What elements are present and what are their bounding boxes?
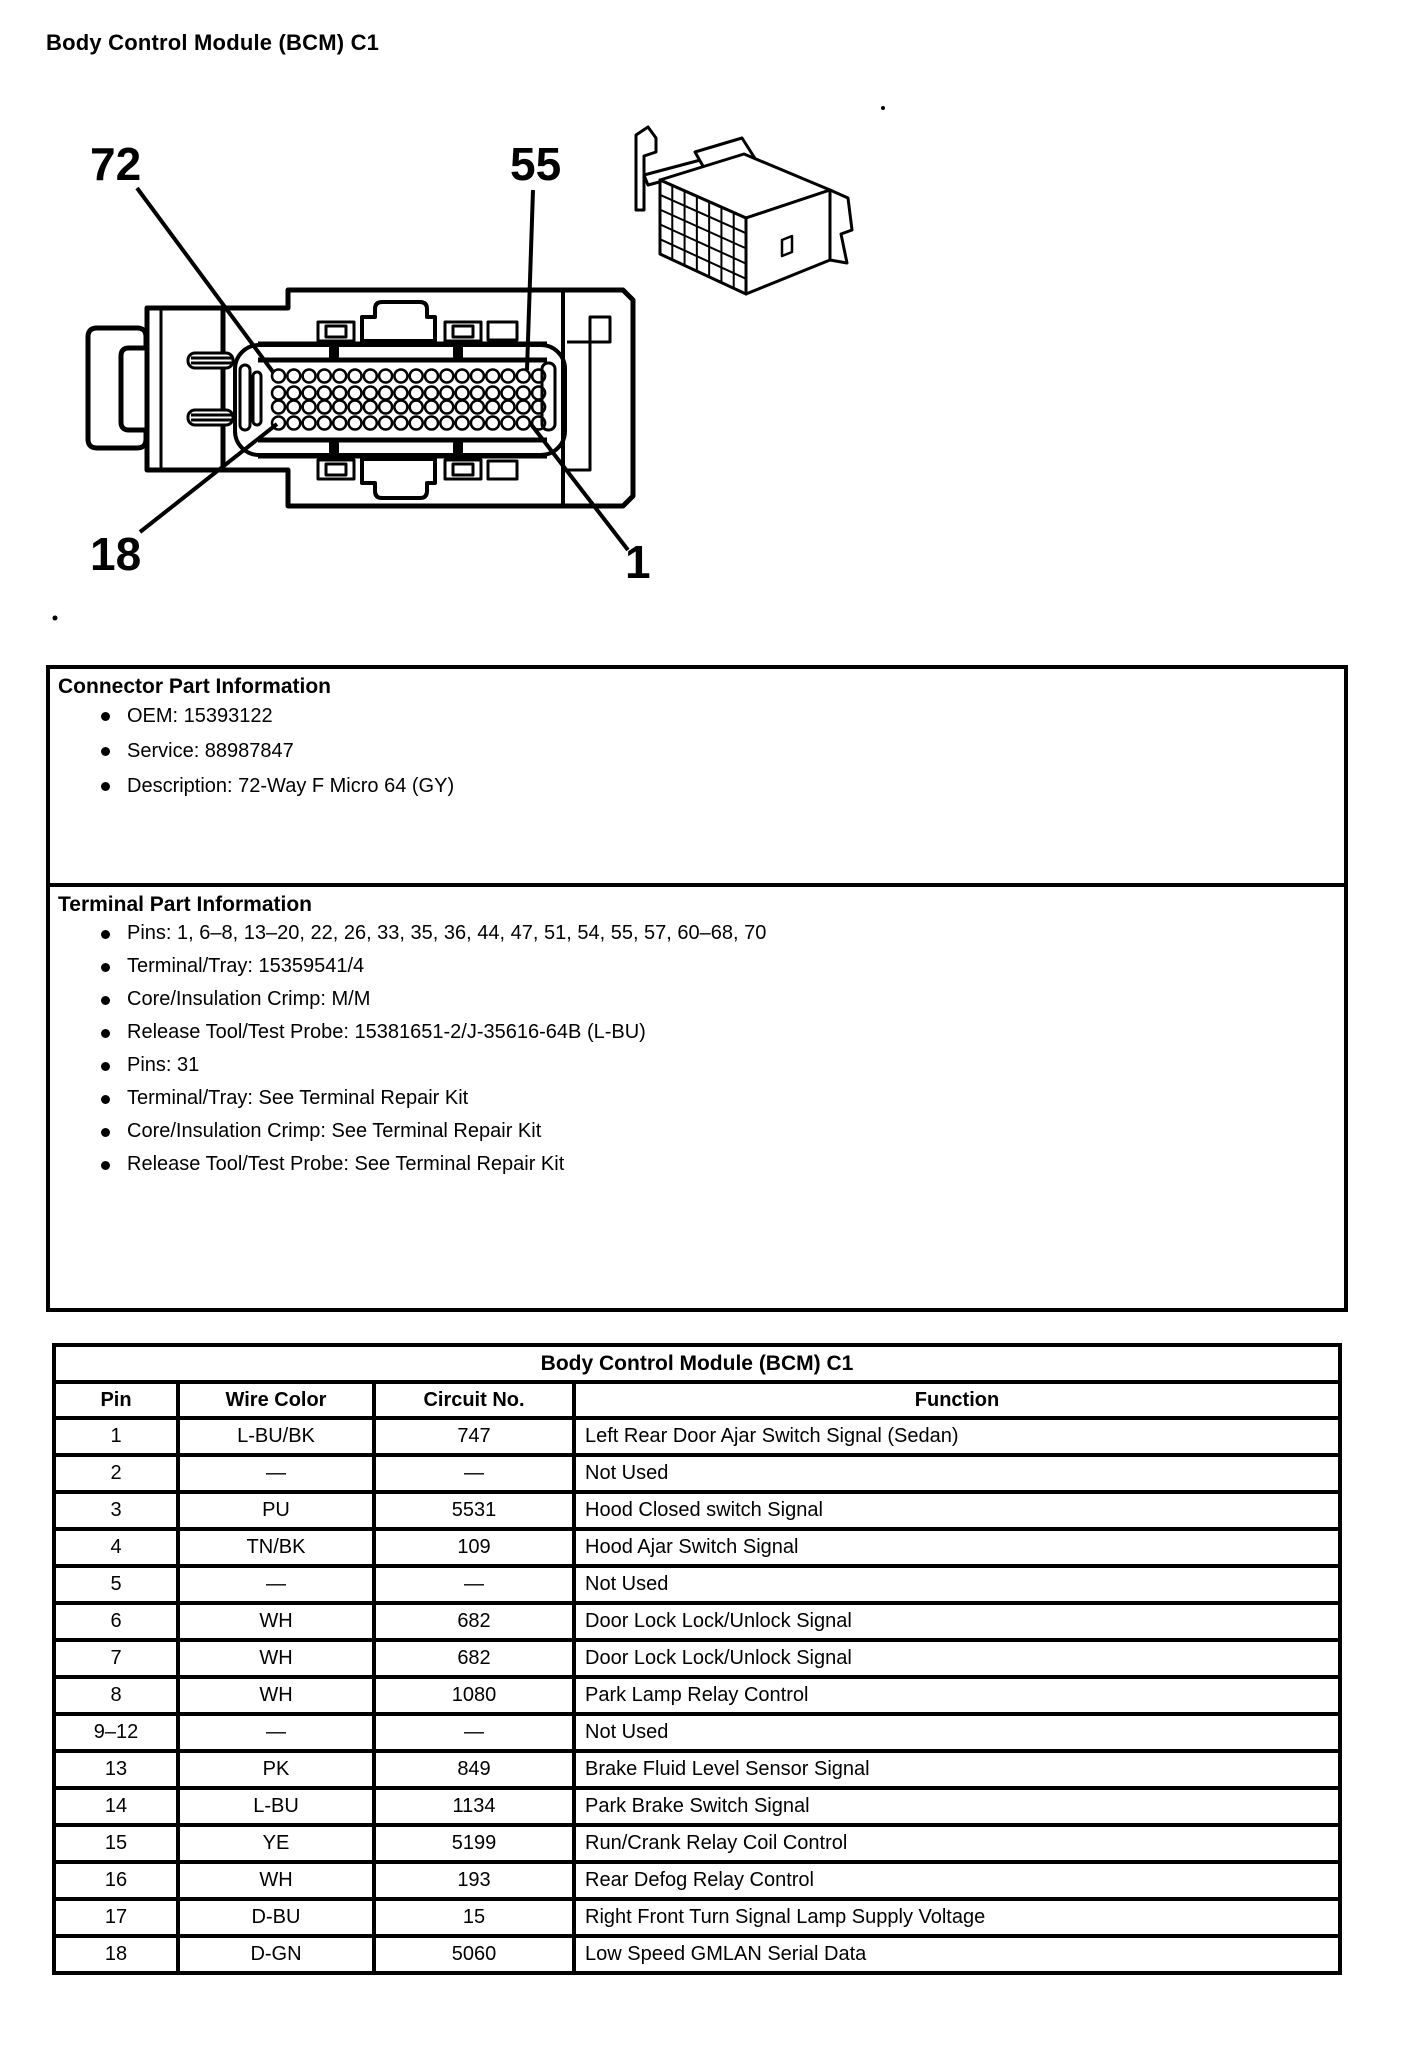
circuit-cell: 5531 <box>374 1492 574 1529</box>
terminal-part-info-section <box>50 887 1344 1181</box>
circuit-cell: 682 <box>374 1603 574 1640</box>
function-cell: Door Lock Lock/Unlock Signal <box>574 1603 1340 1640</box>
table-header-row <box>54 1382 1340 1418</box>
connector-info-list <box>58 699 1336 804</box>
table-row <box>54 1529 1340 1566</box>
pin-cell: 4 <box>54 1529 178 1566</box>
pin-cell: 6 <box>54 1603 178 1640</box>
connector-part-info-section <box>50 669 1344 883</box>
circuit-cell: 109 <box>374 1529 574 1566</box>
wire-color-cell: D-BU <box>178 1899 374 1936</box>
connector-iso-view <box>636 127 852 294</box>
wire-color-cell: TN/BK <box>178 1529 374 1566</box>
wire-color-cell: PK <box>178 1751 374 1788</box>
wire-color-cell: WH <box>178 1862 374 1899</box>
pin-label-1: 1 <box>625 536 651 588</box>
pin-cell: 1 <box>54 1418 178 1455</box>
circuit-cell: 5060 <box>374 1936 574 1973</box>
table-row <box>54 1677 1340 1714</box>
function-cell: Left Rear Door Ajar Switch Signal (Sedan) <box>574 1418 1340 1455</box>
pin-label-72: 72 <box>90 138 142 190</box>
terminal-info-list-1 <box>58 917 1336 1049</box>
part-info-box <box>46 665 1348 1312</box>
wire-color-cell: L-BU <box>178 1788 374 1825</box>
scan-artifact-dot <box>53 616 58 621</box>
list-item: OEM: 15393122 <box>127 699 1336 734</box>
circuit-cell: 849 <box>374 1751 574 1788</box>
leader-line-1 <box>530 423 628 550</box>
list-item: Pins: 31 <box>127 1049 1336 1082</box>
table-row <box>54 1418 1340 1455</box>
col-header-circuit: Circuit No. <box>374 1382 574 1418</box>
col-header-pin: Pin <box>54 1382 178 1418</box>
wire-color-cell: PU <box>178 1492 374 1529</box>
circuit-cell: — <box>374 1566 574 1603</box>
wire-color-cell: D-GN <box>178 1936 374 1973</box>
table-row <box>54 1862 1340 1899</box>
pin-cell: 2 <box>54 1455 178 1492</box>
table-row <box>54 1825 1340 1862</box>
function-cell: Not Used <box>574 1455 1340 1492</box>
circuit-cell: 15 <box>374 1899 574 1936</box>
function-cell: Run/Crank Relay Coil Control <box>574 1825 1340 1862</box>
pin-cell: 9–12 <box>54 1714 178 1751</box>
terminal-info-title: Terminal Part Information <box>58 893 312 916</box>
circuit-cell: 1080 <box>374 1677 574 1714</box>
circuit-cell: 682 <box>374 1640 574 1677</box>
pin-label-55: 55 <box>510 138 562 190</box>
pin-cell: 3 <box>54 1492 178 1529</box>
col-header-wire: Wire Color <box>178 1382 374 1418</box>
circuit-cell: 5199 <box>374 1825 574 1862</box>
pin-cell: 8 <box>54 1677 178 1714</box>
pin-cell: 15 <box>54 1825 178 1862</box>
circuit-cell: — <box>374 1714 574 1751</box>
list-item: Release Tool/Test Probe: See Terminal Repair Kit <box>127 1148 1336 1181</box>
lock-tabs <box>188 353 233 425</box>
function-cell: Hood Closed switch Signal <box>574 1492 1340 1529</box>
wire-color-cell: — <box>178 1714 374 1751</box>
table-row <box>54 1492 1340 1529</box>
leader-line-72 <box>137 188 273 372</box>
function-cell: Right Front Turn Signal Lamp Supply Voltage <box>574 1899 1340 1936</box>
table-row <box>54 1936 1340 1973</box>
function-cell: Park Lamp Relay Control <box>574 1677 1340 1714</box>
function-cell: Rear Defog Relay Control <box>574 1862 1340 1899</box>
table-row <box>54 1566 1340 1603</box>
scan-artifact-dot <box>881 106 885 110</box>
wire-color-cell: YE <box>178 1825 374 1862</box>
terminal-info-list-2 <box>58 1049 1336 1181</box>
pin-cell: 14 <box>54 1788 178 1825</box>
table-row <box>54 1603 1340 1640</box>
pinout-table <box>52 1343 1342 1975</box>
wire-color-cell: WH <box>178 1677 374 1714</box>
circuit-cell: — <box>374 1455 574 1492</box>
wire-color-cell: — <box>178 1455 374 1492</box>
wire-color-cell: — <box>178 1566 374 1603</box>
pin-grid <box>272 370 545 430</box>
table-row <box>54 1751 1340 1788</box>
list-item: Description: 72-Way F Micro 64 (GY) <box>127 769 1336 804</box>
wire-color-cell: L-BU/BK <box>178 1418 374 1455</box>
pin-cell: 17 <box>54 1899 178 1936</box>
function-cell: Door Lock Lock/Unlock Signal <box>574 1640 1340 1677</box>
table-row <box>54 1714 1340 1751</box>
pin-cell: 18 <box>54 1936 178 1973</box>
table-row <box>54 1640 1340 1677</box>
function-cell: Brake Fluid Level Sensor Signal <box>574 1751 1340 1788</box>
table-title-row <box>54 1345 1340 1382</box>
function-cell: Low Speed GMLAN Serial Data <box>574 1936 1340 1973</box>
page-title: Body Control Module (BCM) C1 <box>46 30 380 55</box>
list-item: Core/Insulation Crimp: M/M <box>127 983 1336 1016</box>
list-item: Terminal/Tray: 15359541/4 <box>127 950 1336 983</box>
list-item: Release Tool/Test Probe: 15381651-2/J-35616-64B (L-BU) <box>127 1016 1336 1049</box>
function-cell: Park Brake Switch Signal <box>574 1788 1340 1825</box>
list-item: Terminal/Tray: See Terminal Repair Kit <box>127 1082 1336 1115</box>
list-item: Service: 88987847 <box>127 734 1336 769</box>
circuit-cell: 1134 <box>374 1788 574 1825</box>
table-row <box>54 1788 1340 1825</box>
connector-diagram <box>40 80 960 650</box>
wire-color-cell: WH <box>178 1603 374 1640</box>
connector-front-view <box>88 290 633 506</box>
table-title: Body Control Module (BCM) C1 <box>54 1345 1340 1382</box>
table-row <box>54 1899 1340 1936</box>
pin-cell: 13 <box>54 1751 178 1788</box>
circuit-cell: 193 <box>374 1862 574 1899</box>
function-cell: Hood Ajar Switch Signal <box>574 1529 1340 1566</box>
circuit-cell: 747 <box>374 1418 574 1455</box>
function-cell: Not Used <box>574 1714 1340 1751</box>
table-row <box>54 1455 1340 1492</box>
pin-cell: 5 <box>54 1566 178 1603</box>
pin-cell: 16 <box>54 1862 178 1899</box>
list-item: Core/Insulation Crimp: See Terminal Repair Kit <box>127 1115 1336 1148</box>
function-cell: Not Used <box>574 1566 1340 1603</box>
pin-label-18: 18 <box>90 528 142 580</box>
pin-cell: 7 <box>54 1640 178 1677</box>
col-header-function: Function <box>574 1382 1340 1418</box>
connector-info-title: Connector Part Information <box>58 675 332 698</box>
wire-color-cell: WH <box>178 1640 374 1677</box>
list-item: Pins: 1, 6–8, 13–20, 22, 26, 33, 35, 36, 44, 47, 51, 54, 55, 57, 60–68, 70 <box>127 917 1336 950</box>
